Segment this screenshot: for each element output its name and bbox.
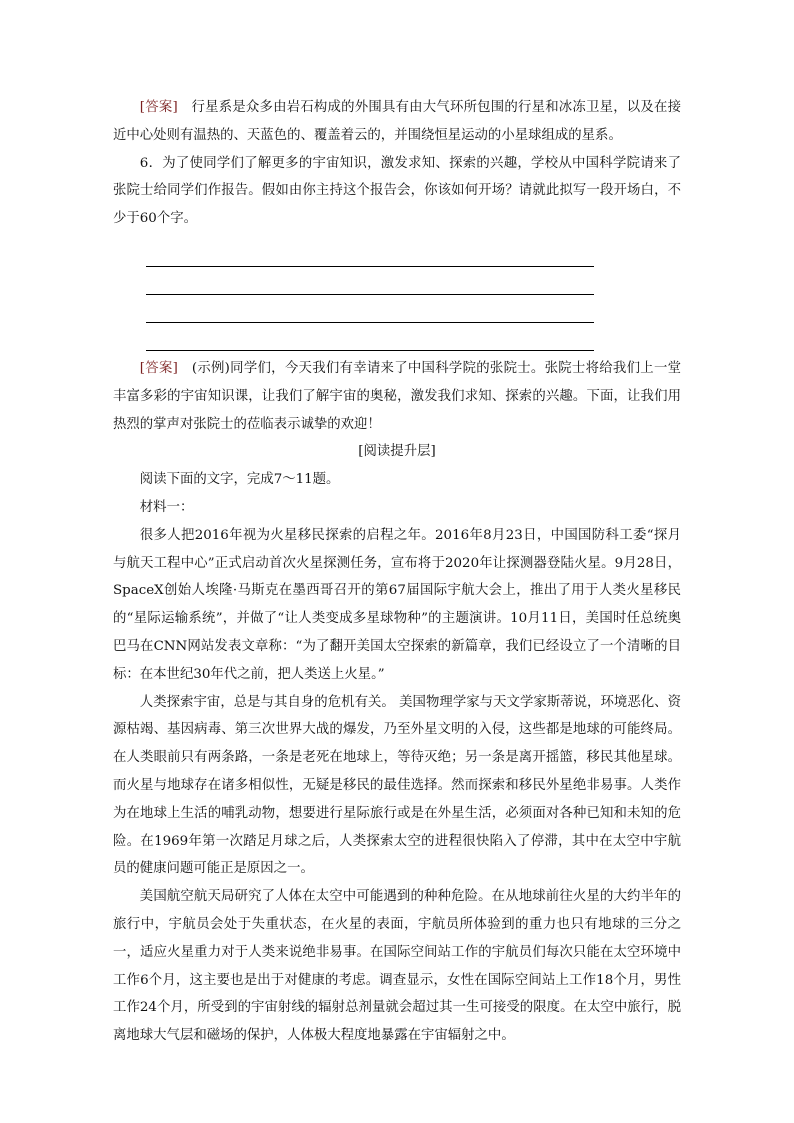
writing-line: [146, 267, 594, 295]
answer-label: [答案]: [139, 100, 178, 115]
answer-5: [113, 94, 681, 150]
document-page: [113, 94, 681, 1050]
answer-label: [答案]: [139, 360, 178, 376]
section-title: [阅读提升层]: [358, 444, 436, 460]
writing-line: [146, 295, 594, 323]
answer-writing-lines: [113, 239, 681, 351]
answer-6-text: (示例)同学们，今天我们有幸请来了中国科学院的张院士。张院士将给我们上一堂丰富多彩的宇宙知识课，让我们了解宇宙的奥秘，激发我们求知、探索的兴趣。下面，让我们用热烈的掌声对张院士的莅临表示诚挚的欢迎！: [113, 360, 682, 432]
question-6: 6．为了使同学们了解更多的宇宙知识，激发求知、探索的兴趣，学校从中国科学院请来了张院士给同学们作报告。假如由你主持这个报告会，你该如何开场？请就此拟写一段开场白，不少于60个字。: [113, 155, 681, 227]
material-label: 材料一：: [139, 499, 194, 515]
writing-line: [146, 239, 594, 267]
reading-instruction: 阅读下面的文字，完成7～11题。: [139, 472, 340, 488]
material-paragraph: 很多人把2016年视为火星移民探索的启程之年。2016年8月23日，中国国防科工委“探月与航天工程中心”正式启动首次火星探测任务，宣布将于2020年让探测器登陆火星。9月28日，SpaceX创始人埃隆·马斯克在墨西哥召开的第67届国际宇航大会上，推出了用于人类火星移民的“星际运输系统”，并做了“让人类变成多星球物种”的主题演讲。10月11日，美国时任总统奥巴马在CNN网站发表文章称：“为了翻开美国太空探索的新篇章，我们已经设立了一个清晰的目标：在本世纪30年代之前，把人类送上火星。”: [113, 527, 681, 682]
material-paragraph: 美国航空航天局研究了人体在太空中可能遇到的种种危险。在从地球前往火星的大约半年的旅行中，宇航员会处于失重状态，在火星的表面，宇航员所体验到的重力也只有地球的三分之一，适应火星重力对于人类来说绝非易事。在国际空间站工作的宇航员们每次只能在太空环境中工作6个月，这主要也是出于对健康的考虑。调查显示，女性在国际空间站上工作18个月，男性工作24个月，所受到的宇宙射线的辐射总剂量就会超过其一生可接受的限度。在太空中旅行，脱离地球大气层和磁场的保护，人体极大程度地暴露在宇宙辐射之中。: [113, 889, 681, 1044]
answer-5-text: 行星系是众多由岩石构成的外围具有由大气环所包围的行星和冰冻卫星，以及在接近中心处则有温热的、天蓝色的、覆盖着云的，并围绕恒星运动的小星球组成的星系。: [113, 100, 682, 143]
material-paragraph: 人类探索宇宙，总是与其自身的危机有关。 美国物理学家与天文学家斯蒂说，环境恶化、资源枯竭、基因病毒、第三次世界大战的爆发，乃至外星文明的入侵，这些都是地球的可能终局。在人类眼前只有两条路，一条是老死在地球上，等待灭绝；另一条是离开摇篮，移民其他星球。而火星与地球存在诸多相似性，无疑是移民的最佳选择。然而探索和移民外星绝非易事。人类作为在地球上生活的哺乳动物，想要进行星际旅行或是在外星生活，必须面对各种已知和未知的危险。在1969年第一次踏足月球之后，人类探索太空的进程很快陷入了停滞，其中在太空中宇航员的健康问题可能正是原因之一。: [113, 694, 681, 877]
writing-line: [146, 323, 594, 351]
answer-6: [113, 355, 681, 438]
